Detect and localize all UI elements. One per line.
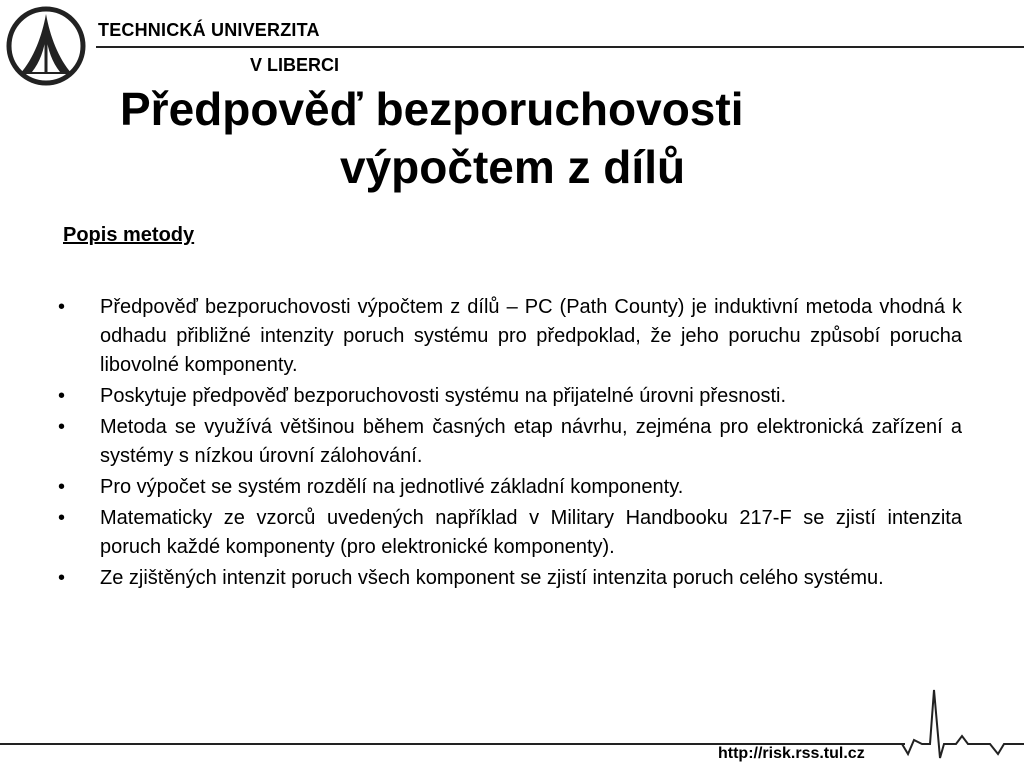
bullet-icon: • (58, 296, 66, 318)
slide-title (100, 80, 920, 196)
slide-title-line1: Předpověď bezporuchovosti (120, 83, 744, 135)
slide-title-line2: výpočtem z dílů (340, 141, 686, 193)
university-name-line2: V LIBERCI (250, 55, 340, 75)
section-subtitle: Popis metody (63, 224, 195, 246)
header-divider (96, 46, 1024, 48)
ecg-wave-icon (880, 680, 1024, 768)
bullet-icon: • (58, 567, 66, 589)
bullet-text: Ze zjištěných intenzit poruch všech komponent se zjistí intenzita poruch celého systému. (100, 567, 884, 589)
bullet-icon: • (58, 476, 66, 498)
bullet-icon: • (58, 416, 66, 438)
bullet-list (58, 293, 962, 595)
tul-logo-icon (6, 6, 86, 86)
bullet-item (58, 564, 962, 593)
bullet-text: Pro výpočet se systém rozdělí na jednotlivé základní komponenty. (100, 476, 684, 498)
bullet-icon: • (58, 507, 66, 529)
bullet-item (58, 293, 962, 380)
bullet-icon: • (58, 385, 66, 407)
university-name-line1: TECHNICKÁ UNIVERZITA (98, 20, 320, 40)
bullet-item (58, 382, 962, 411)
footer-url-link[interactable]: http://risk.rss.tul.cz (718, 745, 865, 762)
bullet-item (58, 413, 962, 471)
bullet-text: Metoda se využívá většinou během časných etap návrhu, zejména pro elektronická zařízení a systémy s nízkou úrovní zálohování. (100, 416, 962, 467)
bullet-item (58, 504, 962, 562)
bullet-text: Poskytuje předpověď bezporuchovosti systému na přijatelné úrovni přesnosti. (100, 385, 786, 407)
bullet-text: Předpověď bezporuchovosti výpočtem z dílů – PC (Path County) je induktivní metoda vhodná k odhadu přibližné intenzity poruch systému pro předpoklad, že jeho poruchu způsobí porucha libovolné komponenty. (100, 296, 962, 376)
bullet-text: Matematicky ze vzorců uvedených například v Military Handbooku 217-F se zjistí intenzita poruch každé komponenty (pro elektronické komponenty). (100, 507, 962, 558)
bullet-item (58, 473, 962, 502)
